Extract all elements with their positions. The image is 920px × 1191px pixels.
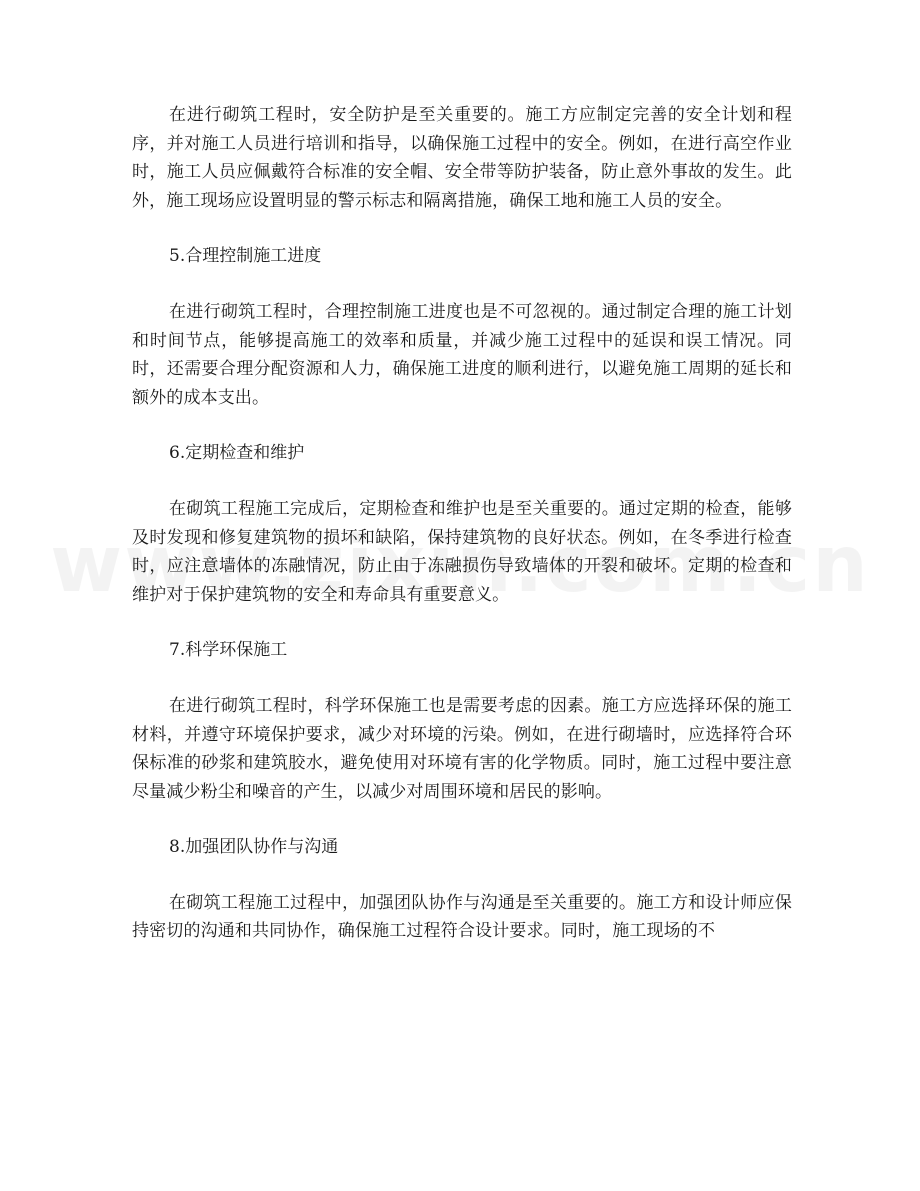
- paragraph-team-communication: 在砌筑工程施工过程中，加强团队协作与沟通是至关重要的。施工方和设计师应保持密切的沟通和共同协作，确保施工过程符合设计要求。同时，施工现场的不: [132, 892, 792, 942]
- section-heading-7: 7.科学环保施工: [169, 640, 288, 661]
- section-heading-5: 5.合理控制施工进度: [169, 246, 322, 267]
- document-body: [132, 101, 792, 946]
- section-heading-8: 8.加强团队协作与沟通: [169, 837, 339, 858]
- paragraph-inspection-maintenance: 在砌筑工程施工完成后，定期检查和维护也是至关重要的。通过定期的检查，能够及时发现和修复建筑物的损坏和缺陷，保持建筑物的良好状态。例如，在冬季进行检查时，应注意墙体的冻融情况，防止由于冻融损伤导致墙体的开裂和破坏。定期的检查和维护对于保护建筑物的安全和寿命具有重要意义。: [132, 498, 792, 605]
- section-heading-6: 6.定期检查和维护: [169, 443, 305, 464]
- paragraph-eco-construction: 在进行砌筑工程时，科学环保施工也是需要考虑的因素。施工方应选择环保的施工材料，并遵守环境保护要求，减少对环境的污染。例如，在进行砌墙时，应选择符合环保标准的砂浆和建筑胶水，避免使用对环境有害的化学物质。同时，施工过程中要注意尽量减少粉尘和噪音的产生，以减少对周围环境和居民的影响。: [132, 695, 792, 802]
- paragraph-safety-protection: 在进行砌筑工程时，安全防护是至关重要的。施工方应制定完善的安全计划和程序，并对施工人员进行培训和指导，以确保施工过程中的安全。例如，在进行高空作业时，施工人员应佩戴符合标准的安全帽、安全带等防护装备，防止意外事故的发生。此外，施工现场应设置明显的警示标志和隔离措施，确保工地和施工人员的安全。: [132, 105, 792, 211]
- paragraph-schedule-control: 在进行砌筑工程时，合理控制施工进度也是不可忽视的。通过制定合理的施工计划和时间节点，能够提高施工的效率和质量，并减少施工过程中的延误和误工情况。同时，还需要合理分配资源和人力，确保施工进度的顺利进行，以避免施工周期的延长和额外的成本支出。: [132, 301, 792, 408]
